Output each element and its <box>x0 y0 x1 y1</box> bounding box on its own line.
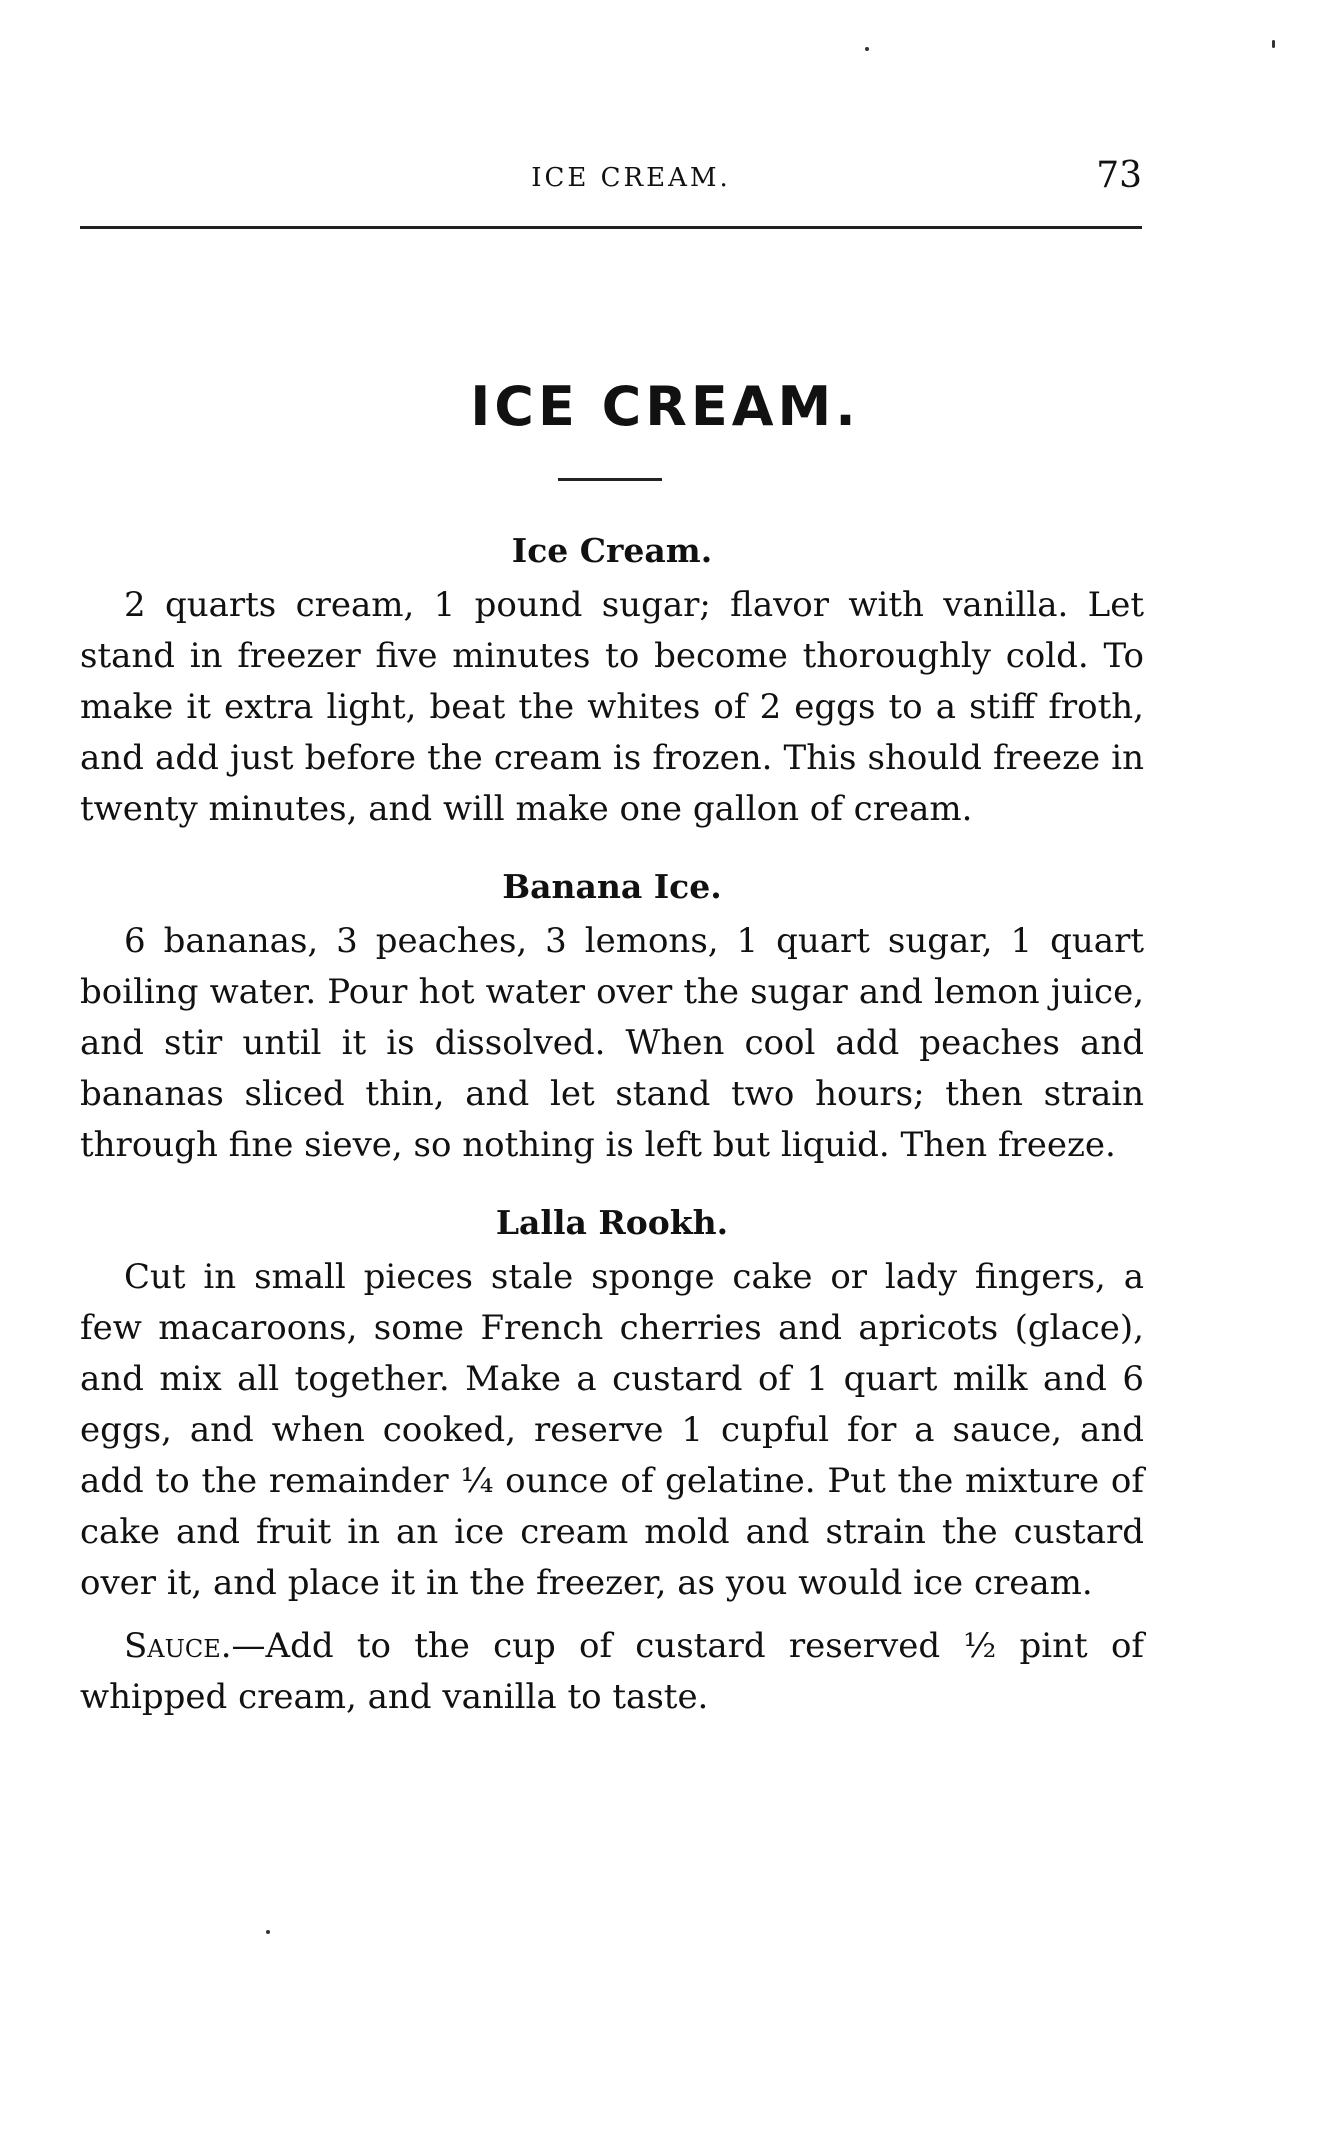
chapter-title: ICE CREAM. <box>470 375 860 438</box>
recipe-ice-cream <box>80 525 1144 835</box>
recipe-banana-ice <box>80 861 1144 1171</box>
recipe-body: 6 bananas, 3 peaches, 3 lemons, 1 quart sugar, 1 quart boiling water. Pour hot water over the sugar and lemon juice, and stir until it is dissolved. When cool add peaches and bananas sliced thin, and let stand two hours; then strain through fine sieve, so nothing is left but liquid. Then freeze. <box>80 921 1144 1165</box>
recipe-heading: Ice Cream. <box>511 531 713 570</box>
title-rule <box>558 478 662 481</box>
recipe-lalla-rookh <box>80 1197 1144 1723</box>
recipe-body: 2 quarts cream, 1 pound sugar; flavor with vanilla. Let stand in freezer five minutes to become thoroughly cold. To make it extra light, beat the whites of 2 eggs to a stiff froth, and add just before the cream is frozen. This should freeze in twenty minutes, and will make one gallon of cream. <box>80 585 1144 829</box>
header-rule <box>80 226 1142 229</box>
recipe-heading: Banana Ice. <box>502 867 722 906</box>
print-speck <box>1272 40 1275 48</box>
recipe-body: Cut in small pieces stale sponge cake or lady fingers, a few macaroons, some French cherries and apricots (glace), and mix all together. Make a custard of 1 quart milk and 6 eggs, and when cooked, reserve 1 cupful for a sauce, and add to the remainder ¼ ounce of gelatine. Put the mixture of cake and fruit in an ice cream mold and strain the custard over it, and place it in the freezer, as you would ice cream. <box>80 1257 1144 1603</box>
sauce-label: Sauce. <box>124 1626 232 1666</box>
recipe-heading: Lalla Rookh. <box>495 1203 729 1242</box>
body-text <box>80 525 1144 1723</box>
print-speck <box>266 1930 270 1934</box>
page-number: 73 <box>1096 155 1142 196</box>
sauce-paragraph <box>80 1621 1144 1723</box>
running-head-title: ICE CREAM. <box>531 163 731 193</box>
running-head <box>80 155 1142 195</box>
sauce-text: —Add to the cup of custard reserved ½ pint of whipped cream, and vanilla to taste. <box>80 1626 1144 1717</box>
print-speck <box>865 47 869 51</box>
